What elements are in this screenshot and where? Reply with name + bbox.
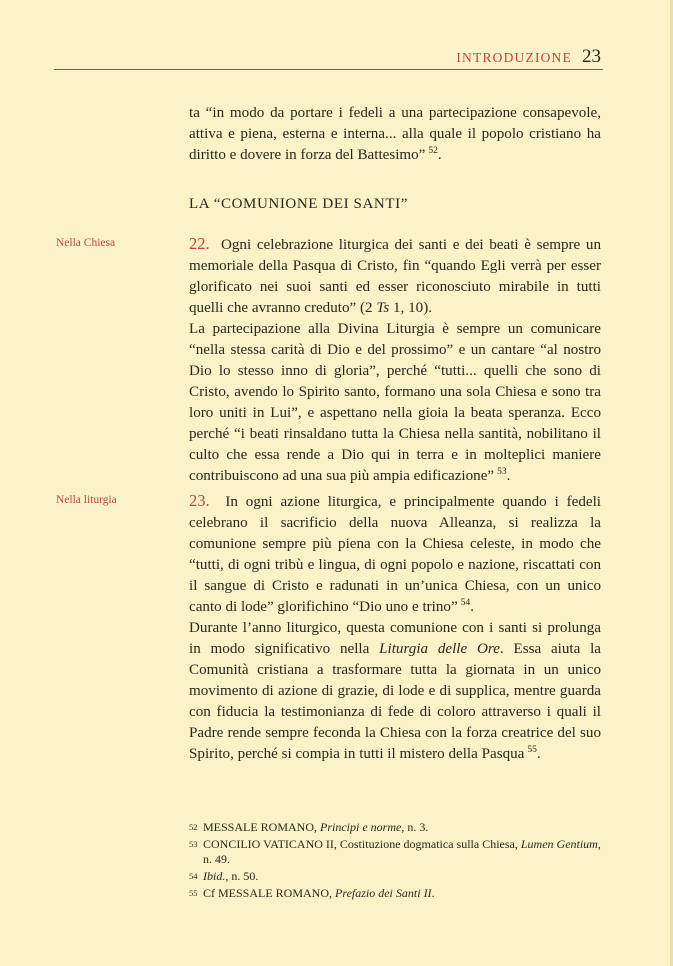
p23-tail2: . xyxy=(536,746,541,762)
lead-paragraph xyxy=(189,103,601,166)
p22-part1: Ogni celebrazione liturgica dei santi e dei beati è sempre un memoriale della Pasqua di Cristo, fin “quando Egli verrà per esser glorificato nei suoi santi ed esser riconosciuto mirabile in tutti quelli che avranno creduto” (2 xyxy=(189,237,601,316)
footnote-italic: Ibid. xyxy=(203,869,226,883)
paragraph-23 xyxy=(189,490,601,765)
paragraph-number-22: 22. xyxy=(189,234,210,253)
p22-part3: La partecipazione alla Divina Liturgia è sempre un comunicare “nella stessa carità di Dio e del prossimo” e un cantare “al nostro Dio lo stesso inno di gloria”, perché “tutti... quelli che sono di Cristo, avendo lo Spirito santo, formano una sola Chiesa e sono tra loro uniti in Lui”, e aspettano nella gioia la beata speranza. Ecco perché “i beati rinsaldano tutta la Chiesa nella santità, nobilitano il culto che essa rende a Dio qui in terra e in molteplici maniere contribuiscono ad una sua più ampia edificazione” xyxy=(189,321,601,484)
footnote-53 xyxy=(189,837,609,867)
paragraph-22 xyxy=(189,233,601,487)
footnote-54 xyxy=(189,869,609,884)
footnote-text xyxy=(203,886,609,901)
paragraph-22-first xyxy=(189,233,601,319)
p22-tail: . xyxy=(506,468,511,484)
footnote-text xyxy=(203,837,609,867)
footnote-ref-54: 54 xyxy=(460,597,471,608)
lead-text: ta “in modo da portare i fedeli a una partecipazione consapevole, attiva e piena, esterna e interna... alla quale il popolo cristiano ha diritto e dovere in forza del Battesimo” xyxy=(189,105,601,163)
footnote-pre: CONCILIO VATICANO II, Costituzione dogmatica sulla Chiesa, xyxy=(203,837,521,851)
footnote-ref-52: 52 xyxy=(428,145,438,156)
footnote-post: . xyxy=(431,886,435,900)
lead-tail: . xyxy=(437,147,442,163)
footnote-text xyxy=(203,820,609,835)
footnote-number: 54 xyxy=(189,871,198,881)
p22-part2: 1, 10). xyxy=(389,300,432,316)
margin-note-liturgia: Nella liturgia xyxy=(56,494,117,506)
footnote-post: , n. 3. xyxy=(401,820,429,834)
margin-note-chiesa: Nella Chiesa xyxy=(56,237,116,249)
footnotes xyxy=(189,820,609,903)
paragraph-23-first xyxy=(189,490,601,618)
footnote-italic: Prefazio dei Santi II xyxy=(335,886,432,900)
p23-italic: Liturgia delle Ore xyxy=(379,641,500,657)
p23-part3: . Essa aiuta la Comunità cristiana a trasformare tutta la giornata in un unico movimento di azione di grazie, di lode e di supplica, mentre guarda con fiducia la testimonianza di fede di coloro attraverso i quali il Padre rende sempre feconda la Chiesa con la forza creatrice del suo Spirito, perché si compia in tutti il mistero della Pasqua xyxy=(189,641,601,762)
footnote-55 xyxy=(189,886,609,901)
page-number: 23 xyxy=(582,46,601,67)
p23-part1: In ogni azione liturgica, e principalmente quando i fedeli celebrano il sacrificio della nuova Alleanza, si realizza la comunione sempre più piena con la Chiesa celeste, in modo che “tutti, di ogni tribù e lingua, di ogni popolo e nazione, riscattati con il sangue di Cristo e radunati in un’unica Chiesa, con un unico canto di lode” glorifichino “Dio uno e trino” xyxy=(189,494,601,615)
footnote-pre: Cf MESSALE ROMANO, xyxy=(203,886,336,900)
footnote-text xyxy=(203,869,609,884)
p23-tail1: . xyxy=(470,599,474,615)
footnote-post: , n. 50. xyxy=(225,869,259,883)
footnote-post: , n. 49. xyxy=(203,837,601,866)
running-title: INTRODUZIONE xyxy=(456,50,572,65)
paragraph-23-second xyxy=(189,618,601,765)
footnote-number: 53 xyxy=(189,839,198,849)
header-rule xyxy=(54,69,603,70)
footnote-italic: Principi e norme xyxy=(320,820,402,834)
section-heading: LA “COMUNIONE DEI SANTI” xyxy=(189,196,408,212)
footnote-number: 55 xyxy=(189,888,198,898)
paragraph-number-23: 23. xyxy=(189,491,210,510)
footnote-ref-53: 53 xyxy=(497,466,507,477)
footnote-ref-55: 55 xyxy=(527,744,537,755)
paragraph-22-second xyxy=(189,319,601,487)
p22-ref-italic: Ts xyxy=(376,300,390,316)
p23-part2: Durante l’anno liturgico, questa comunione con i santi si prolunga in modo significativo nella xyxy=(189,620,601,657)
footnote-italic: Lumen Gentium xyxy=(520,837,598,851)
running-header xyxy=(456,46,601,68)
footnote-52 xyxy=(189,820,609,835)
lead-paragraph-text xyxy=(189,103,601,166)
footnote-number: 52 xyxy=(189,822,198,832)
footnote-pre: MESSALE ROMANO, xyxy=(203,820,321,834)
